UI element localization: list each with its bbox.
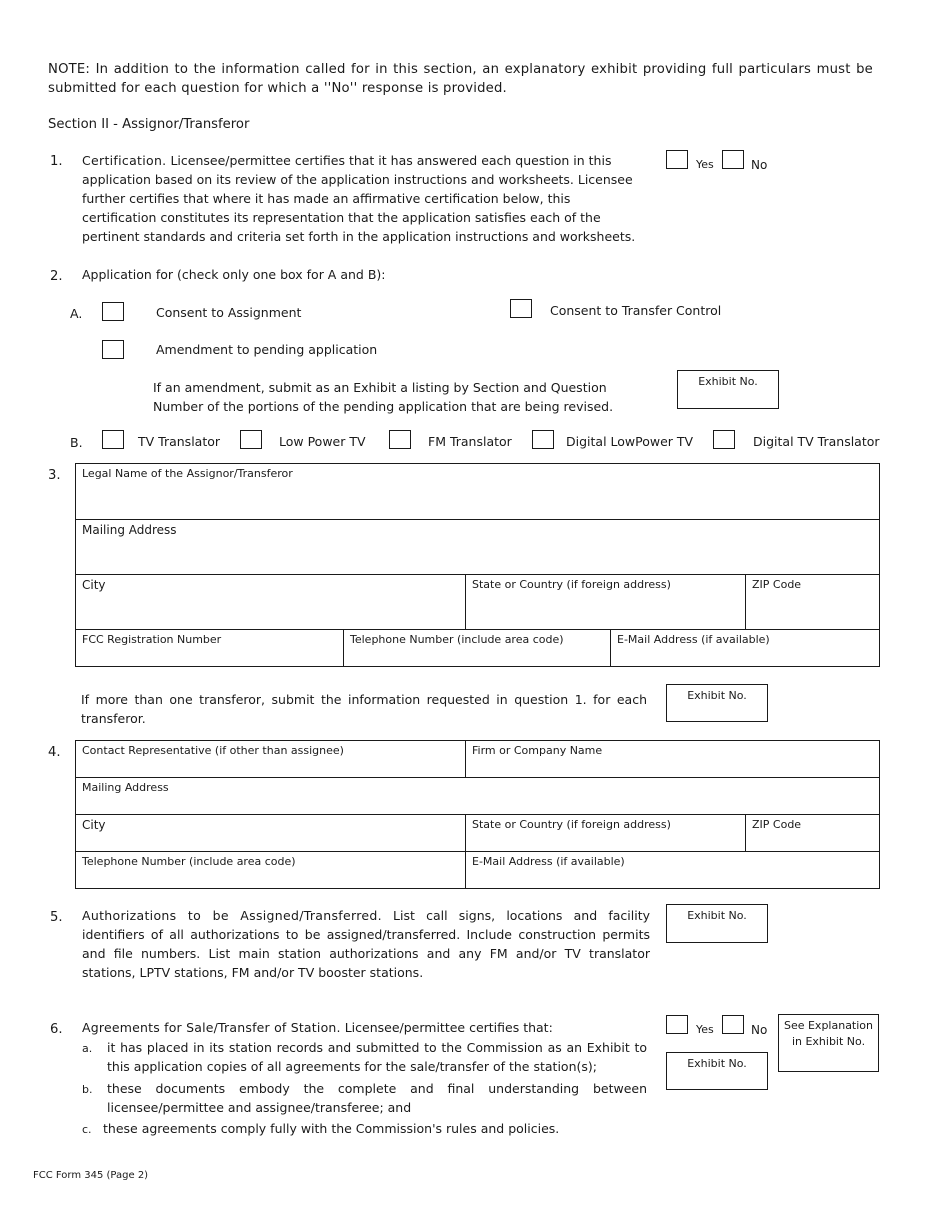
q4-email-field[interactable] [466, 852, 879, 888]
q6-item-a-text: it has placed in its station records and submitted to the Commission as an Exhibit to this application copies of all agreements for the sale/transfer of the station(s); [107, 1040, 647, 1074]
fm-translator-checkbox[interactable] [389, 430, 411, 449]
digital-tv-translator-checkbox[interactable] [713, 430, 735, 449]
amendment-exhibit-box[interactable] [677, 370, 779, 409]
legal-name-field[interactable] [76, 464, 879, 520]
q5-body: List call signs, locations and facility identifiers of all authorizations to be assigned/transferred. Include construction permits and file numbers. List main station authorizations and any FM and/or TV translator stations, LPTV stations, FM and/or TV booster stations. [82, 908, 650, 980]
q1-body: Licensee/permittee certifies that it has answered each question in this application based on its review of the application instructions and worksheets. Licensee further certifies that where it has made an affirmative certification below, this certification constitutes its representation that the application satisfies each of the pertinent standards and criteria set forth in the application instructions and worksheets. [82, 153, 636, 244]
q4-mailing-address-label: Mailing Address [82, 781, 169, 794]
q6-item-b-text: these documents embody the complete and final understanding between licensee/permittee and assignee/transferee; and [107, 1081, 647, 1115]
q4-email-label: E-Mail Address (if available) [472, 855, 625, 868]
q6-body: Licensee/permittee certifies that: [340, 1020, 553, 1035]
low-power-tv-checkbox[interactable] [240, 430, 262, 449]
transferor-exhibit-box[interactable] [666, 684, 768, 722]
q3-email-field[interactable] [611, 630, 879, 666]
q4-zip-field[interactable] [746, 815, 879, 852]
note-text: NOTE: In addition to the information called for in this section, an explanatory exhibit providing full particulars must be submitted for each question for which a ''No'' response is provided. [48, 62, 873, 96]
section-title: Section II - Assignor/Transferor [48, 117, 250, 132]
q6-yes-checkbox[interactable] [666, 1015, 688, 1034]
q2-text: Application for (check only one box for A and B): [82, 267, 386, 282]
q4-number: 4. [48, 745, 61, 760]
amendment-label: Amendment to pending application [156, 342, 378, 357]
q5-number: 5. [50, 910, 63, 925]
q6-item-c-marker: c. [82, 1123, 92, 1136]
q3-state-field[interactable] [466, 575, 746, 630]
frn-field[interactable] [76, 630, 344, 666]
q3-mailing-address-label: Mailing Address [82, 523, 177, 537]
q3-email-label: E-Mail Address (if available) [617, 633, 770, 646]
q1-text [82, 151, 647, 246]
q6-lead: Agreements for Sale/Transfer of Station. [82, 1020, 341, 1035]
q6-item-c-text: these agreements comply fully with the Commission's rules and policies. [103, 1121, 560, 1136]
legal-name-label: Legal Name of the Assignor/Transferor [82, 467, 293, 480]
contact-representative-label: Contact Representative (if other than assignee) [82, 744, 344, 757]
q4-city-label: City [82, 818, 106, 832]
digital-lptv-checkbox[interactable] [532, 430, 554, 449]
q6-exhibit-label: Exhibit No. [687, 1057, 747, 1070]
q5-lead: Authorizations to be Assigned/Transferred. [82, 908, 382, 923]
q3-table [75, 463, 880, 667]
q3-phone-label: Telephone Number (include area code) [350, 633, 564, 646]
q4-zip-label: ZIP Code [752, 818, 802, 831]
q4-city-field[interactable] [76, 815, 466, 852]
q6-no-checkbox[interactable] [722, 1015, 744, 1034]
q3-state-label: State or Country (if foreign address) [472, 578, 671, 591]
q4-mailing-address-field[interactable] [76, 778, 879, 815]
q2-a-label: A. [70, 306, 83, 321]
amendment-exhibit-label: Exhibit No. [698, 375, 758, 388]
frn-label: FCC Registration Number [82, 633, 222, 646]
see-explanation-box[interactable] [778, 1014, 879, 1072]
q6-item-b-marker: b. [82, 1083, 93, 1096]
contact-representative-field[interactable] [76, 741, 466, 778]
tv-translator-checkbox[interactable] [102, 430, 124, 449]
see-explanation-label: See Explanation in Exhibit No. [783, 1019, 874, 1048]
q6-no-label: No [751, 1023, 768, 1037]
q6-number: 6. [50, 1022, 63, 1037]
q6-exhibit-box[interactable] [666, 1052, 768, 1090]
q1-yes-checkbox[interactable] [666, 150, 688, 169]
amendment-checkbox[interactable] [102, 340, 124, 359]
consent-transfer-checkbox[interactable] [510, 299, 532, 318]
q6-text [82, 1018, 647, 1037]
q1-no-label: No [751, 158, 768, 172]
q2-number: 2. [50, 269, 63, 284]
q1-no-checkbox[interactable] [722, 150, 744, 169]
q3-number: 3. [48, 468, 61, 483]
q5-text [82, 906, 650, 982]
q3-zip-field[interactable] [746, 575, 879, 630]
low-power-tv-label: Low Power TV [279, 434, 366, 449]
q4-state-label: State or Country (if foreign address) [472, 818, 671, 831]
q3-phone-field[interactable] [344, 630, 611, 666]
q3-mailing-address-field[interactable] [76, 520, 879, 575]
more-than-one-transferor-note: If more than one transferor, submit the information requested in question 1. for each transferor. [81, 692, 647, 726]
digital-lptv-label: Digital LowPower TV [566, 434, 694, 449]
q3-zip-label: ZIP Code [752, 578, 802, 591]
q4-state-field[interactable] [466, 815, 746, 852]
q3-city-label: City [82, 578, 106, 592]
amendment-note-exhibit: submit as an Exhibit [268, 380, 397, 395]
q3-city-field[interactable] [76, 575, 466, 630]
q1-lead: Certification. [82, 153, 167, 168]
consent-assignment-label: Consent to Assignment [156, 305, 302, 320]
q1-number: 1. [50, 154, 63, 169]
q2-b-label: B. [70, 435, 83, 450]
fm-translator-label: FM Translator [428, 434, 512, 449]
q5-exhibit-box[interactable] [666, 904, 768, 943]
q6-yes-label: Yes [696, 1023, 714, 1036]
amendment-note-pre: If an amendment, [153, 380, 269, 395]
q1-yes-label: Yes [696, 158, 714, 171]
firm-name-label: Firm or Company Name [472, 744, 603, 757]
firm-name-field[interactable] [466, 741, 879, 778]
q4-phone-label: Telephone Number (include area code) [82, 855, 296, 868]
amendment-note-post: a listing by Section and Question Number of the portions of the pending application that are being revised. [153, 380, 614, 414]
amendment-note [153, 378, 623, 416]
tv-translator-label: TV Translator [138, 434, 221, 449]
form-footer: FCC Form 345 (Page 2) [33, 1170, 149, 1181]
q4-table [75, 740, 880, 889]
consent-transfer-label: Consent to Transfer Control [550, 303, 722, 318]
q6-item-a-marker: a. [82, 1042, 93, 1055]
q5-exhibit-label: Exhibit No. [687, 909, 747, 922]
q4-phone-field[interactable] [76, 852, 466, 888]
transferor-exhibit-label: Exhibit No. [687, 689, 747, 702]
digital-tv-translator-label: Digital TV Translator [753, 434, 880, 449]
consent-assignment-checkbox[interactable] [102, 302, 124, 321]
